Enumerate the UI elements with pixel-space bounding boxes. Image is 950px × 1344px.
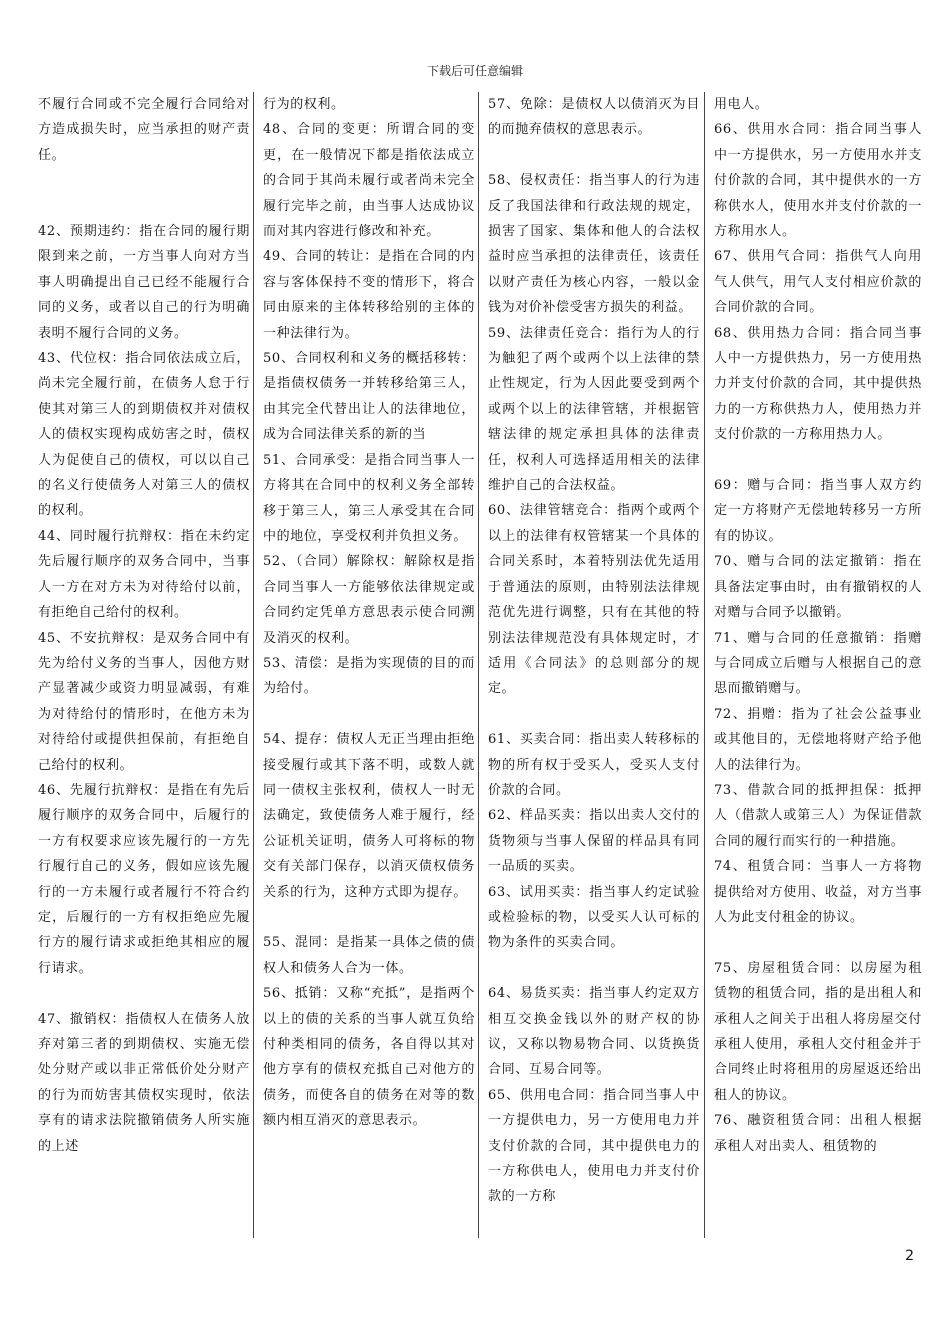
paragraph: 43、代位权：指合同依法成立后，尚未完全履行前，在债务人怠于行使其对第三人的到期债权并对债权人的债权实现构成妨害之时，债权人为促使自己的债权，可以以自己的名义行使债务人对第三人的债权的权利。 [38, 351, 250, 519]
text-columns [30, 92, 922, 1238]
paragraph: 47、撤销权：指债权人在债务人放弃对第三者的到期债权、实施无偿处分财产或以非正常低价处分财产的行为而妨害其债权实现时，依法享有的请求法院撤销债务人所实施的上述 [38, 1011, 250, 1154]
paragraph: 61、买卖合同：指出卖人转移标的物的所有权于受买人，受买人支付价款的合同。 [488, 732, 700, 798]
paragraph: 53、清偿：是指为实现债的目的而为给付。 [263, 655, 475, 697]
paragraph: 不履行合同或不完全履行合同给对方造成损失时，应当承担的财产责任。 [38, 97, 250, 163]
paragraph: 64、易货买卖：指当事人约定双方相互交换金钱以外的财产权的协议，又称以物易物合同、以货换货合同、互易合同等。 [488, 986, 700, 1078]
paragraph: 67、供用气合同：指供气人向用气人供气，用气人支付相应价款的合同价款的合同。 [714, 249, 922, 316]
page-header: 下载后可任意编辑 [426, 64, 523, 78]
paragraph: 56、抵销：又称“充抵”，是指两个以上的债的关系的当事人就互负给付种类相同的债务，各自得以其对他方享有的债权充抵自己对他方的债务，而使各自的债务在对等的数额内相互消灭的意思表示。 [263, 986, 475, 1129]
paragraph: 48、合同的变更：所谓合同的变更，在一般情况下都是指依法成立的合同于其尚未履行或者尚未完全履行完毕之前，由当事人达成协议而对其内容进行修改和补充。 [263, 122, 475, 240]
paragraph: 58、侵权责任：指当事人的行为违反了我国法律和行政法规的规定，损害了国家、集体和他人的合法权益时应当承担的法律责任，该责任以财产责任为核心内容，一般以金钱为对价补偿受害方损失的利益。 [488, 173, 700, 316]
column-2 [263, 92, 475, 1238]
paragraph: 51、合同承受：是指合同当事人一方将其在合同中的权利义务全部转移于第三人，第三人承受其在合同中的地位，享受权利并负担义务。 [263, 452, 475, 544]
paragraph: 69：赠与合同：指当事人双方约定一方将财产无偿地转移另一方所有的协议。 [714, 478, 922, 544]
paragraph: 用电人。 [714, 97, 769, 112]
column-divider [704, 92, 705, 1238]
paragraph: 72、捐赠：指为了社会公益事业或其他目的，无偿地将财产给予他人的法律行为。 [714, 706, 922, 773]
paragraph: 66、供用水合同：指合同当事人中一方提供水，另一方使用水并支付价款的合同，其中提供水的一方称供水人，使用水并支付价款的一方称用水人。 [714, 122, 922, 240]
paragraph: 44、同时履行抗辩权：指在未约定先后履行顺序的双务合同中，当事人一方在对方未为对待给付以前，有拒绝自己给付的权利。 [38, 528, 250, 621]
paragraph: 63、试用买卖：指当事人约定试验或检验标的物，以受买人认可标的物为条件的买卖合同。 [488, 884, 700, 951]
paragraph: 42、预期违约：指在合同的履行期限到来之前，一方当事人向对方当事人明确提出自己已经不能履行合同的义务，或者以自己的行为明确表明不履行合同的义务。 [38, 224, 250, 341]
page-number: 2 [905, 1248, 914, 1264]
paragraph: 55、混同：是指某一具体之债的债权人和债务人合为一体。 [263, 935, 475, 976]
column-1 [38, 92, 250, 1238]
paragraph: 68、供用热力合同：指合同当事人中一方提供热力，另一方使用热力并支付价款的合同，其中提供热力的一方称供热力人，使用热力并支付价款的一方称用热力人。 [714, 325, 922, 443]
column-3 [488, 92, 700, 1238]
paragraph: 59、法律责任竞合：指行为人的行为触犯了两个或两个以上法律的禁止性规定，行为人因此要受到两个或两个以上的法律管辖，并根据管辖法律的规定承担具体的法律责任，权利人可选择适用相关的法律维护自己的合法权益。 [488, 325, 700, 494]
paragraph: 45、不安抗辩权：是双务合同中有先为给付义务的当事人，因他方财产显著减少或资力明显减弱，有难为对待给付的情形时，在他方未为对待给付或提供担保前，有拒绝自己给付的权利。 [38, 630, 250, 773]
paragraph: 50、合同权利和义务的概括移转：是指债权债务一并转移给第三人，由其完全代替出让人的法律地位，成为合同法律关系的新的当 [263, 351, 475, 443]
paragraph: 行为的权利。 [263, 97, 345, 112]
paragraph: 49、合同的转让：是指在合同的内容与客体保持不变的情形下，将合同由原来的主体转移给别的主体的一种法律行为。 [263, 249, 475, 341]
paragraph: 76、融资租赁合同：出租人根据承租人对出卖人、租赁物的 [714, 1113, 922, 1154]
paragraph: 54、提存：债权人无正当理由拒绝接受履行或其下落不明，或数人就同一债权主张权利，债权人一时无法确定，致使债务人难于履行，经公证机关证明，债务人可将标的物交有关部门保存，以消灭债权债务关系的行为，这种方式即为提存。 [263, 732, 475, 900]
paragraph: 70、赠与合同的法定撤销：指在具备法定事由时，由有撤销权的人对赠与合同予以撤销。 [714, 554, 922, 621]
column-divider [253, 92, 254, 1238]
column-4 [714, 92, 922, 1238]
paragraph: 52、（合同）解除权：解除权是指合同当事人一方能够依法律规定或合同约定凭单方意思表示使合同溯及消灭的权利。 [263, 554, 475, 646]
column-divider [478, 92, 479, 1238]
paragraph: 73、借款合同的抵押担保：抵押人（借款人或第三人）为保证借款合同的履行而实行的一种措施。 [714, 782, 922, 849]
paragraph: 71、赠与合同的任意撤销：指赠与合同成立后赠与人根据自己的意思而撤销赠与。 [714, 630, 922, 697]
paragraph: 65、供用电合同：指合同当事人中一方提供电力，另一方使用电力并支付价款的合同，其中提供电力的一方称供电人，使用电力并支付价款的一方称 [488, 1087, 700, 1205]
paragraph: 74、租赁合同：当事人一方将物提供给对方使用、收益，对方当事人为此支付租金的协议。 [714, 859, 922, 925]
paragraph: 62、样品买卖：指以出卖人交付的货物须与当事人保留的样品具有同一品质的买卖。 [488, 808, 700, 875]
paragraph: 75、房屋租赁合同：以房屋为租赁物的租赁合同，指的是出租人和承租人之间关于出租人将房屋交付承租人使用，承租人交付租金并于合同终止时将租用的房屋返还给出租人的协议。 [714, 960, 922, 1103]
paragraph: 60、法律管辖竞合：指两个或两个以上的法律有权管辖某一个具体的合同关系时，本着特别法优先适用于普通法的原则，由特别法法律规范优先进行调整，只有在其他的特别法法律规范没有具体规定时，才适用《合同法》的总则部分的规定。 [488, 503, 700, 697]
paragraph: 46、先履行抗辩权：是指在有先后履行顺序的双务合同中，后履行的一方有权要求应该先履行的一方先行履行自己的义务，假如应该先履行的一方未履行或者履行不符合约定，后履行的一方有权拒绝应先履行方的履行请求或拒绝其相应的履行请求。 [38, 782, 250, 976]
paragraph: 57、免除：是债权人以债消灭为目的而抛弃债权的意思表示。 [488, 97, 700, 138]
